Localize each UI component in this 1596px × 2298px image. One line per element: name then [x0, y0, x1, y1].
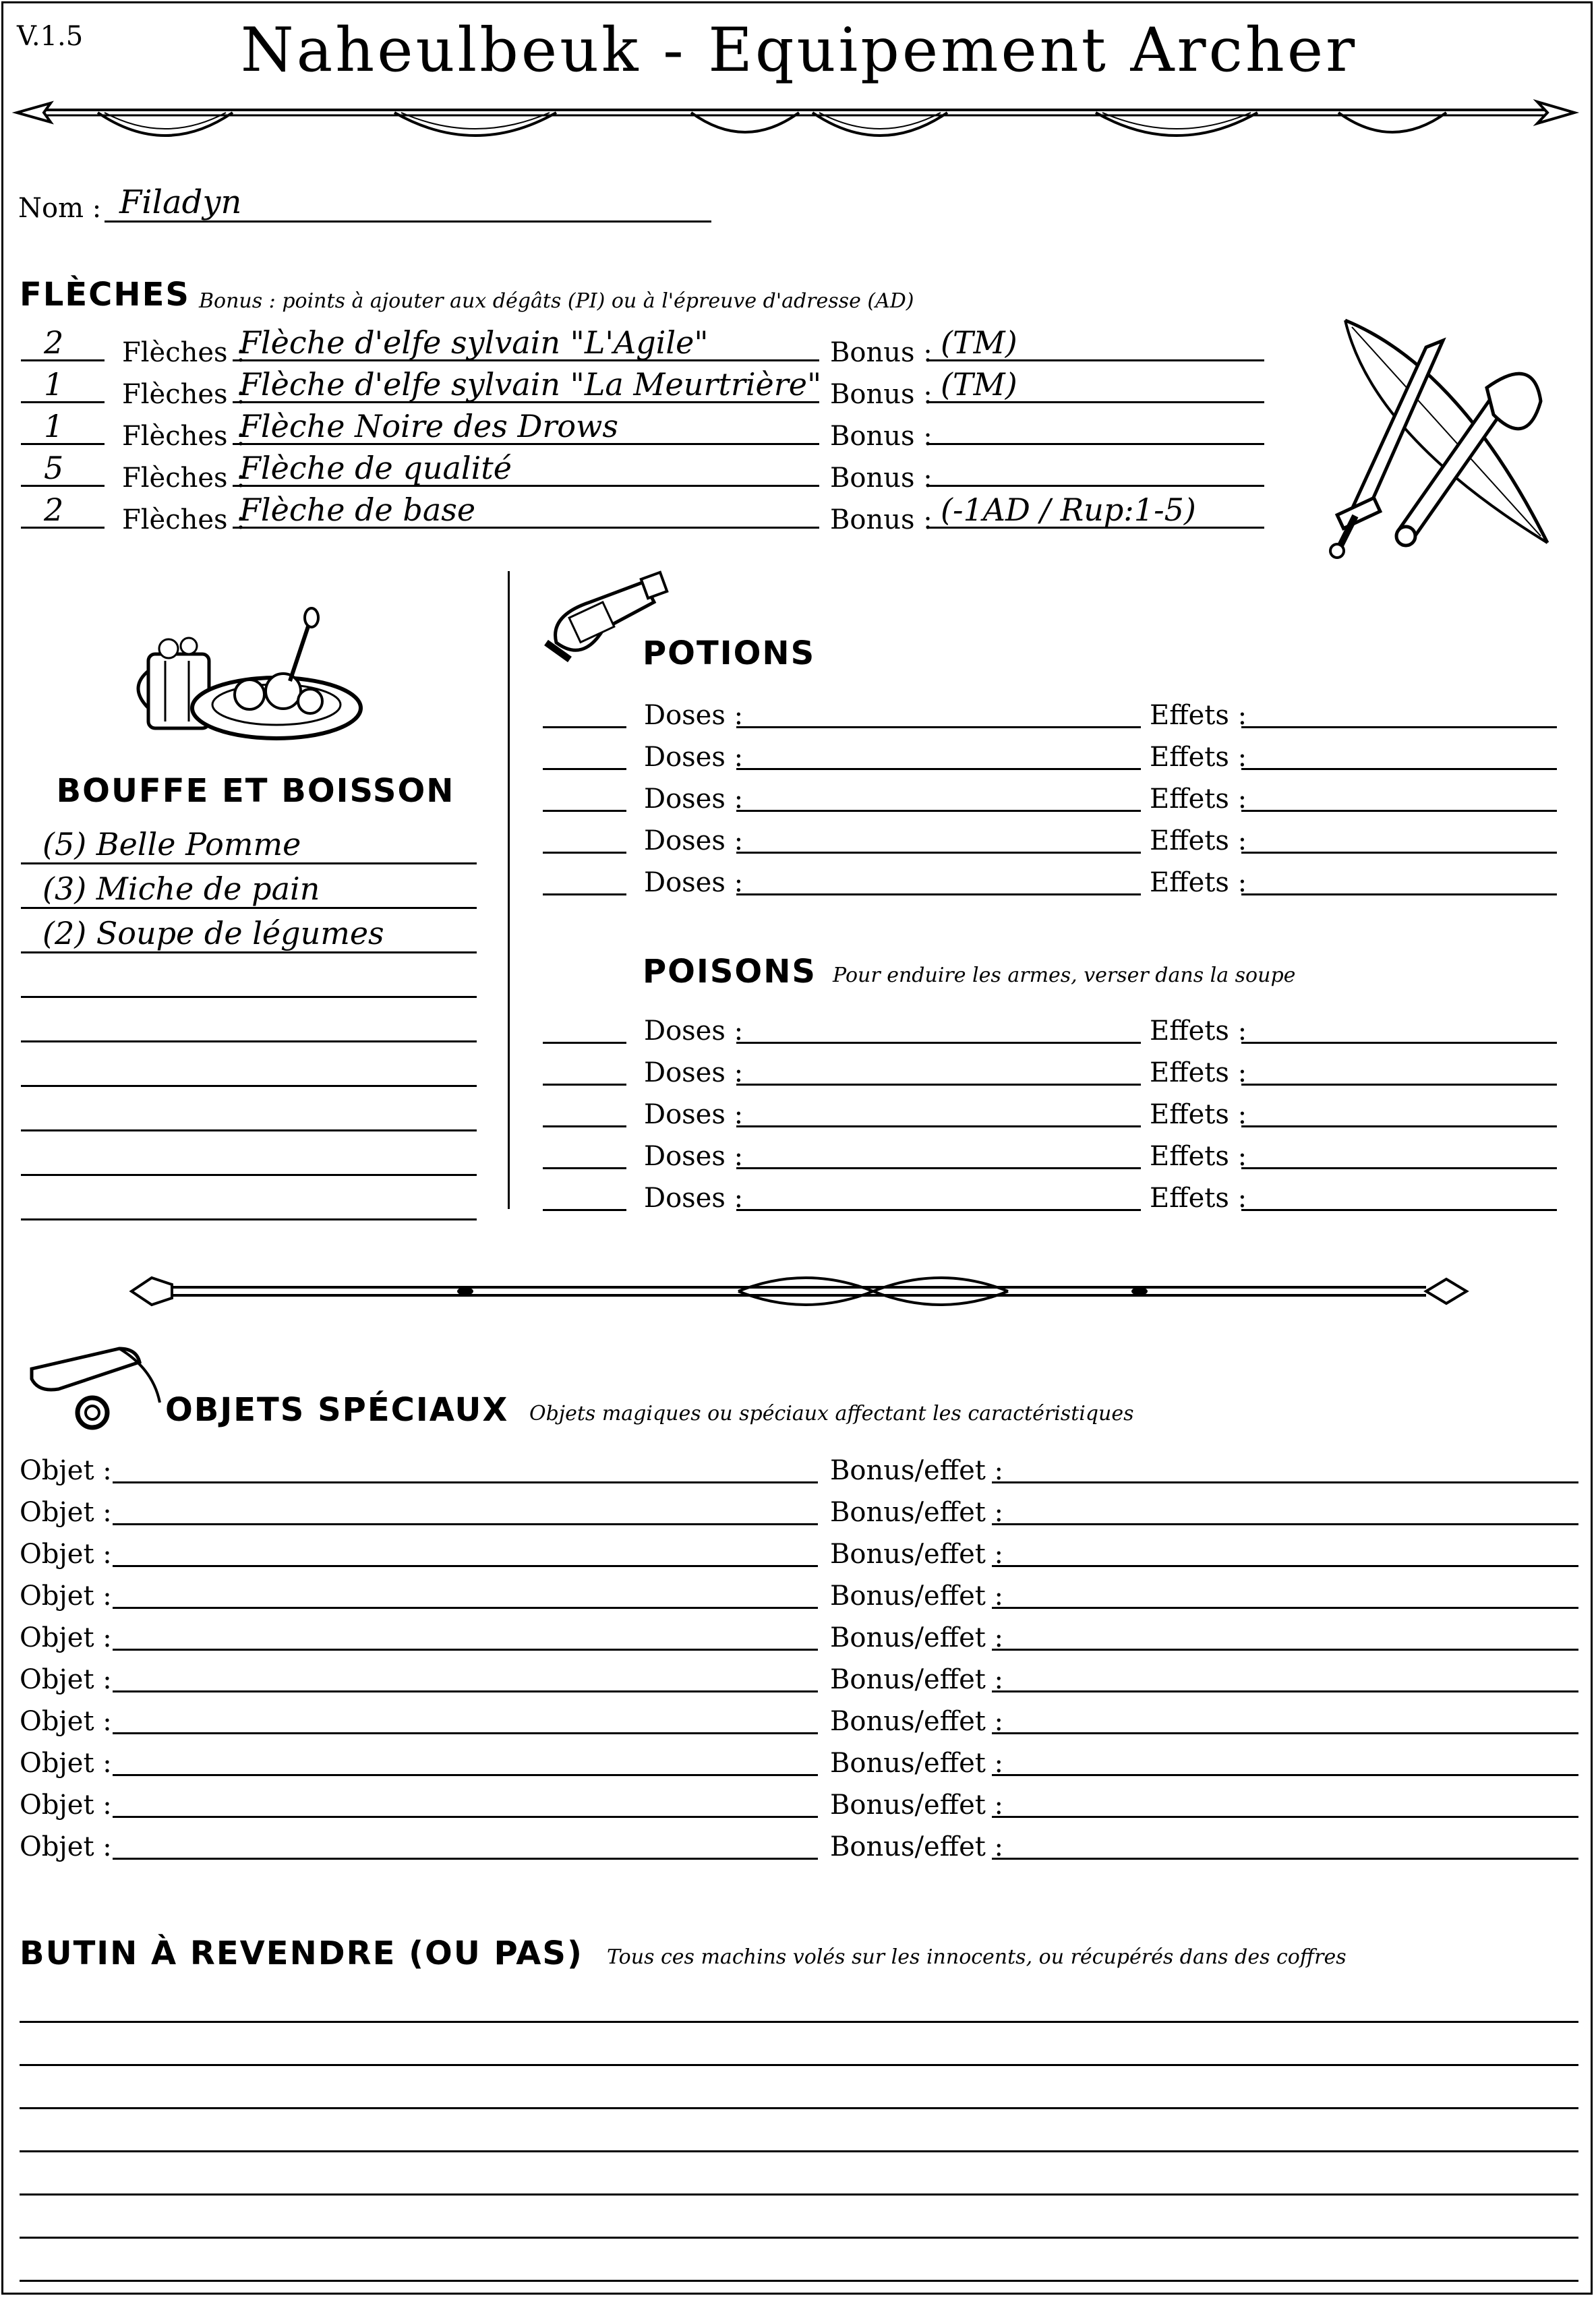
potion-doses-line[interactable]	[736, 852, 1141, 854]
potion-effects-line[interactable]	[1241, 768, 1557, 770]
arrow-qty-line	[21, 443, 105, 445]
arrow-name-line	[233, 401, 819, 403]
food-plate-icon	[142, 607, 364, 742]
arrow-qty-label: Flèches :	[122, 504, 245, 535]
arrow-bonus[interactable]: (TM)	[941, 324, 1017, 361]
poison-effects-label: Effets :	[1150, 1015, 1247, 1047]
loot-line[interactable]	[20, 2021, 1578, 2023]
object-bonus-label: Bonus/effet :	[830, 1706, 1004, 1737]
arrow-qty-line	[21, 359, 105, 361]
poison-doses-label: Doses :	[644, 1099, 744, 1130]
version-label: V.1.5	[17, 21, 84, 52]
object-label: Objet :	[20, 1497, 112, 1528]
column-divider	[508, 571, 510, 1209]
poison-effects-line[interactable]	[1241, 1209, 1557, 1211]
object-bonus-label: Bonus/effet :	[830, 1622, 1004, 1653]
object-bonus-line[interactable]	[992, 1732, 1578, 1734]
poison-qty-line	[543, 1167, 626, 1169]
potion-qty-line	[543, 852, 626, 854]
object-bonus-label: Bonus/effet :	[830, 1497, 1004, 1528]
arrow-qty[interactable]: 2	[44, 492, 64, 528]
food-item-line	[21, 1218, 477, 1220]
potion-doses-label: Doses :	[644, 700, 744, 731]
arrow-name-line	[233, 359, 819, 361]
name-field[interactable]: Filadyn	[119, 183, 242, 221]
object-bonus-label: Bonus/effet :	[830, 1539, 1004, 1570]
object-line[interactable]	[113, 1816, 818, 1818]
object-bonus-line[interactable]	[992, 1481, 1578, 1483]
loot-title: BUTIN À REVENDRE (OU PAS)	[20, 1935, 583, 1972]
food-item-line	[21, 862, 477, 864]
arrow-qty-label: Flèches :	[122, 463, 245, 494]
arrow-qty-line	[21, 485, 105, 487]
poison-doses-line[interactable]	[736, 1167, 1141, 1169]
food-item-line	[21, 1085, 477, 1087]
food-title: BOUFFE ET BOISSON	[56, 772, 455, 810]
arrow-name[interactable]: Flèche d'elfe sylvain "La Meurtrière"	[239, 366, 822, 403]
arrow-name-line	[233, 443, 819, 445]
arrow-bonus-label: Bonus :	[830, 379, 933, 410]
arrow-qty[interactable]: 2	[44, 324, 64, 361]
potion-effects-label: Effets :	[1150, 867, 1247, 898]
food-item-line	[21, 1174, 477, 1176]
arrow-name-line	[233, 527, 819, 529]
potion-qty-line	[543, 893, 626, 895]
arrow-bonus-label: Bonus :	[830, 421, 933, 452]
object-label: Objet :	[20, 1706, 112, 1737]
arrow-name[interactable]: Flèche Noire des Drows	[239, 408, 619, 444]
arrow-qty[interactable]: 5	[44, 450, 64, 486]
poison-effects-line[interactable]	[1241, 1084, 1557, 1086]
object-line[interactable]	[113, 1565, 818, 1567]
potion-doses-line[interactable]	[736, 768, 1141, 770]
special-subtitle: Objets magiques ou spéciaux affectant les caractéristiques	[529, 1402, 1134, 1425]
arrow-bonus[interactable]: (-1AD / Rup:1-5)	[941, 492, 1196, 528]
potion-doses-label: Doses :	[644, 867, 744, 898]
poison-effects-label: Effets :	[1150, 1183, 1247, 1214]
object-bonus-line[interactable]	[992, 1690, 1578, 1692]
potion-doses-label: Doses :	[644, 825, 744, 856]
loot-line[interactable]	[20, 2150, 1578, 2152]
object-line[interactable]	[113, 1858, 818, 1860]
character-sheet	[1, 1, 1593, 2295]
poison-doses-line[interactable]	[736, 1084, 1141, 1086]
arrow-bonus-line	[927, 401, 1264, 403]
potion-effects-line[interactable]	[1241, 852, 1557, 854]
food-item-line	[21, 1129, 477, 1131]
crossed-weapons-icon	[1325, 314, 1568, 556]
object-line[interactable]	[113, 1649, 818, 1651]
poison-effects-label: Effets :	[1150, 1057, 1247, 1088]
object-bonus-line[interactable]	[992, 1816, 1578, 1818]
object-label: Objet :	[20, 1622, 112, 1653]
poison-doses-label: Doses :	[644, 1057, 744, 1088]
potion-doses-label: Doses :	[644, 784, 744, 815]
poison-doses-line[interactable]	[736, 1042, 1141, 1044]
poison-doses-line[interactable]	[736, 1209, 1141, 1211]
potions-title: POTIONS	[643, 635, 816, 672]
object-line[interactable]	[113, 1774, 818, 1776]
poison-doses-line[interactable]	[736, 1125, 1141, 1127]
arrow-bonus[interactable]: (TM)	[941, 366, 1017, 403]
arrow-bonus-label: Bonus :	[830, 337, 933, 368]
object-line[interactable]	[113, 1481, 818, 1483]
arrows-title: FLÈCHES	[20, 276, 190, 314]
poison-effects-line[interactable]	[1241, 1042, 1557, 1044]
object-label: Objet :	[20, 1790, 112, 1821]
poison-qty-line	[543, 1209, 626, 1211]
potion-doses-line[interactable]	[736, 810, 1141, 812]
object-bonus-line[interactable]	[992, 1565, 1578, 1567]
object-label: Objet :	[20, 1539, 112, 1570]
arrow-bonus-line	[927, 485, 1264, 487]
object-line[interactable]	[113, 1732, 818, 1734]
poisons-title: POISONS	[643, 953, 817, 991]
object-bonus-line[interactable]	[992, 1523, 1578, 1525]
poison-qty-line	[543, 1125, 626, 1127]
potion-doses-line[interactable]	[736, 893, 1141, 895]
loot-line[interactable]	[20, 2280, 1578, 2282]
object-bonus-label: Bonus/effet :	[830, 1581, 1004, 1612]
poison-qty-line	[543, 1042, 626, 1044]
potion-effects-label: Effets :	[1150, 825, 1247, 856]
page-title: Naheulbeuk - Equipement Archer	[240, 15, 1358, 86]
poisons-subtitle: Pour enduire les armes, verser dans la soupe	[833, 964, 1296, 987]
loot-line[interactable]	[20, 2193, 1578, 2196]
arrow-divider-icon	[17, 84, 1574, 152]
potion-doses-label: Doses :	[644, 742, 744, 773]
object-bonus-line[interactable]	[992, 1607, 1578, 1609]
object-bonus-line[interactable]	[992, 1858, 1578, 1860]
staff-divider-icon	[131, 1264, 1467, 1318]
object-label: Objet :	[20, 1748, 112, 1779]
food-item[interactable]: (3) Miche de pain	[42, 871, 320, 907]
object-bonus-line[interactable]	[992, 1774, 1578, 1776]
poison-doses-label: Doses :	[644, 1015, 744, 1047]
arrows-subtitle: Bonus : points à ajouter aux dégâts (PI) ou à l'épreuve d'adresse (AD)	[199, 289, 914, 313]
loot-line[interactable]	[20, 2064, 1578, 2066]
arrow-qty-line	[21, 527, 105, 529]
object-bonus-line[interactable]	[992, 1649, 1578, 1651]
object-line[interactable]	[113, 1523, 818, 1525]
object-label: Objet :	[20, 1664, 112, 1695]
arrow-qty-line	[21, 401, 105, 403]
loot-subtitle: Tous ces machins volés sur les innocents, ou récupérés dans des coffres	[607, 1945, 1347, 1969]
potion-qty-line	[543, 768, 626, 770]
loot-line[interactable]	[20, 2237, 1578, 2239]
arrow-qty[interactable]: 1	[44, 408, 64, 444]
object-label: Objet :	[20, 1581, 112, 1612]
arrow-bonus-line	[927, 443, 1264, 445]
poison-qty-line	[543, 1084, 626, 1086]
arrow-name[interactable]: Flèche de qualité	[239, 450, 512, 486]
object-bonus-label: Bonus/effet :	[830, 1790, 1004, 1821]
poison-doses-label: Doses :	[644, 1183, 744, 1214]
scroll-ring-icon	[18, 1342, 167, 1436]
food-item-line	[21, 951, 477, 953]
object-line[interactable]	[113, 1607, 818, 1609]
potion-qty-line	[543, 726, 626, 728]
food-item[interactable]: (5) Belle Pomme	[42, 826, 301, 862]
arrow-bonus-label: Bonus :	[830, 463, 933, 494]
poison-doses-label: Doses :	[644, 1141, 744, 1172]
arrow-name[interactable]: Flèche d'elfe sylvain "L'Agile"	[239, 324, 709, 361]
potion-effects-label: Effets :	[1150, 742, 1247, 773]
poison-effects-label: Effets :	[1150, 1141, 1247, 1172]
object-bonus-label: Bonus/effet :	[830, 1455, 1004, 1486]
arrow-qty-label: Flèches :	[122, 337, 245, 368]
arrow-bonus-line	[927, 527, 1264, 529]
food-item-line	[21, 1040, 477, 1042]
poison-effects-line[interactable]	[1241, 1125, 1557, 1127]
potion-effects-line[interactable]	[1241, 893, 1557, 895]
object-label: Objet :	[20, 1831, 112, 1862]
object-bonus-label: Bonus/effet :	[830, 1831, 1004, 1862]
arrow-name[interactable]: Flèche de base	[239, 492, 476, 528]
potion-doses-line[interactable]	[736, 726, 1141, 728]
potion-effects-line[interactable]	[1241, 726, 1557, 728]
poison-effects-label: Effets :	[1150, 1099, 1247, 1130]
arrow-name-line	[233, 485, 819, 487]
potion-qty-line	[543, 810, 626, 812]
loot-line[interactable]	[20, 2107, 1578, 2109]
arrow-qty-label: Flèches :	[122, 421, 245, 452]
object-line[interactable]	[113, 1690, 818, 1692]
food-item-line	[21, 996, 477, 998]
name-underline	[105, 220, 711, 223]
object-label: Objet :	[20, 1455, 112, 1486]
special-title: OBJETS SPÉCIAUX	[165, 1391, 509, 1429]
name-label: Nom :	[18, 193, 102, 224]
arrow-qty[interactable]: 1	[44, 366, 64, 403]
poison-effects-line[interactable]	[1241, 1167, 1557, 1169]
potion-effects-line[interactable]	[1241, 810, 1557, 812]
object-bonus-label: Bonus/effet :	[830, 1748, 1004, 1779]
arrow-qty-label: Flèches :	[122, 379, 245, 410]
arrow-bonus-label: Bonus :	[830, 504, 933, 535]
potion-effects-label: Effets :	[1150, 700, 1247, 731]
object-bonus-label: Bonus/effet :	[830, 1664, 1004, 1695]
food-item[interactable]: (2) Soupe de légumes	[42, 915, 384, 951]
arrow-bonus-line	[927, 359, 1264, 361]
potion-effects-label: Effets :	[1150, 784, 1247, 815]
food-item-line	[21, 907, 477, 909]
